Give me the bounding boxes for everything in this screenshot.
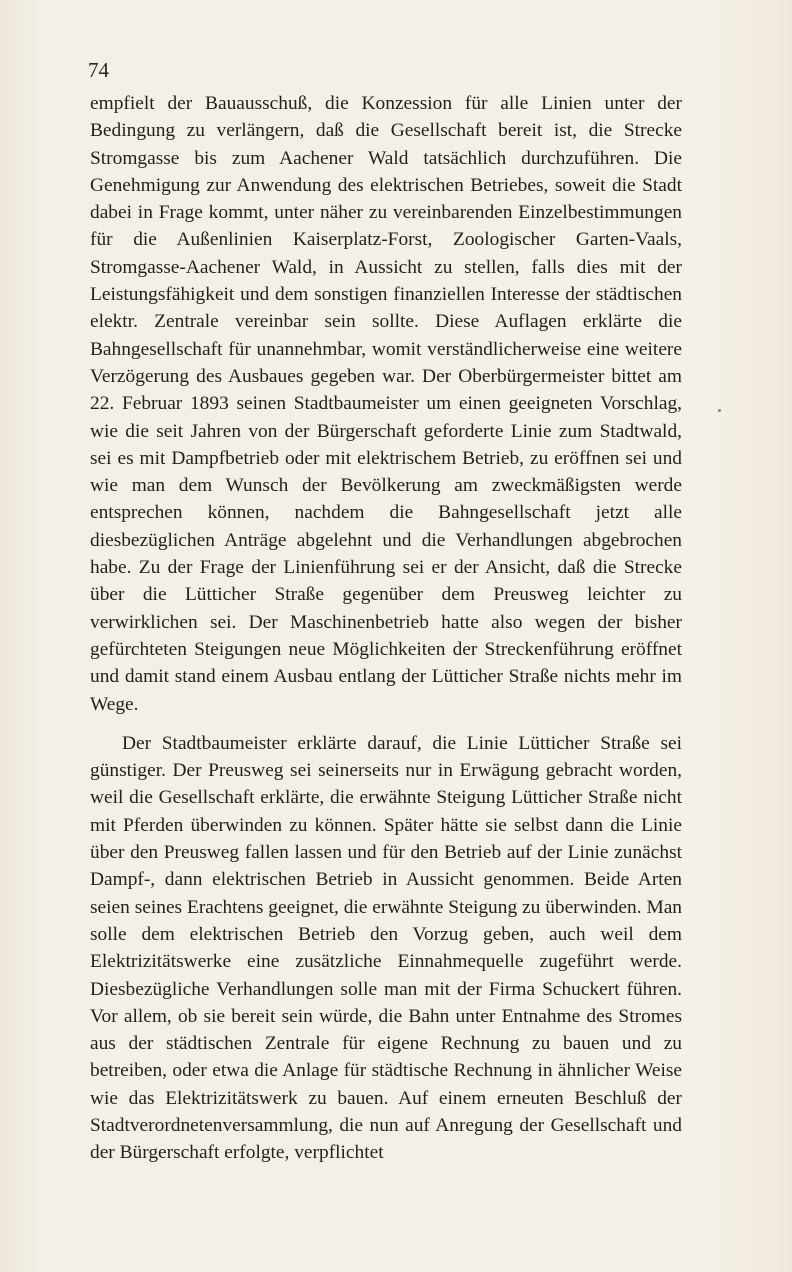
paragraph-1: empfielt der Bauausschuß, die Konzession für alle Linien unter der Bedingung zu verlängern, daß die Gesellschaft bereit ist, die Strecke Stromgasse bis zum Aachener Wald tatsächlich durchzuführen. Die Genehmigung zur Anwendung des elektrischen Betriebes, soweit die Stadt dabei in Frage kommt, unter näher zu vereinbarenden Einzelbestimmungen für die Außenlinien Kaiserplatz-Forst, Zoologischer Garten-Vaals, Stromgasse-Aachener Wald, in Aussicht zu stellen, falls dies mit der Leistungsfähigkeit und dem sonstigen finanziellen Interesse der städtischen elektr. Zentrale vereinbar sein sollte. Diese Auflagen erklärte die Bahngesellschaft für unannehmbar, womit verständlicherweise eine weitere Verzögerung des Ausbaues gegeben war. Der Oberbürgermeister bittet am 22. Februar 1893 seinen Stadtbaumeister um einen geeigneten Vorschlag, wie die seit Jahren von der Bürgerschaft geforderte Linie zum Stadtwald, sei es mit Dampfbetrieb oder mit elektrischem Betrieb, zu eröffnen sei und wie man dem Wunsch der Bevölkerung am zweckmäßigsten werde entsprechen können, nachdem die Bahngesellschaft jetzt alle diesbezüglichen Anträge abgelehnt und die Verhandlungen abgebrochen habe. Zu der Frage der Linienführung sei er der Ansicht, daß die Strecke über die Lütticher Straße gegenüber dem Preusweg leichter zu verwirklichen sei. Der Maschinenbetrieb hatte also wegen der bisher gefürchteten Steigungen neue Möglichkeiten der Streckenführung eröffnet und damit stand einem Ausbau entlang der Lütticher Straße nichts mehr im Wege. [90, 93, 682, 715]
body-text [90, 90, 682, 1167]
paragraph-2: Der Stadtbaumeister erklärte darauf, die Linie Lütticher Straße sei günstiger. Der Preusweg sei seinerseits nur in Erwägung gebracht worden, weil die Gesellschaft erklärte, die erwähnte Steigung Lütticher Straße nicht mit Pferden überwinden zu können. Später hätte sie selbst dann die Linie über den Preusweg fallen lassen und für den Betrieb auf der Linie zunächst Dampf-, dann elektrischen Betrieb in Aussicht genommen. Beide Arten seien seines Erachtens geeignet, die erwähnte Steigung zu überwinden. Man solle dem elektrischen Betrieb den Vorzug geben, auch weil dem Elektrizitätswerke eine zusätzliche Einnahmequelle zugeführt werde. Diesbezügliche Verhandlungen solle man mit der Firma Schuckert führen. Vor allem, ob sie bereit sein würde, die Bahn unter Entnahme des Stromes aus der städtischen Zentrale für eigene Rechnung zu bauen und zu betreiben, oder etwa die Anlage für städtische Rechnung in ähnlicher Weise wie das Elektrizitätswerk zu bauen. Auf einem erneuten Beschluß der Stadtverordnetenversammlung, die nun auf Anregung der Gesellschaft und der Bürgerschaft erfolgte, verpflichtet [90, 732, 682, 1164]
paper-speck [718, 409, 721, 412]
page-number: 74 [88, 58, 109, 82]
